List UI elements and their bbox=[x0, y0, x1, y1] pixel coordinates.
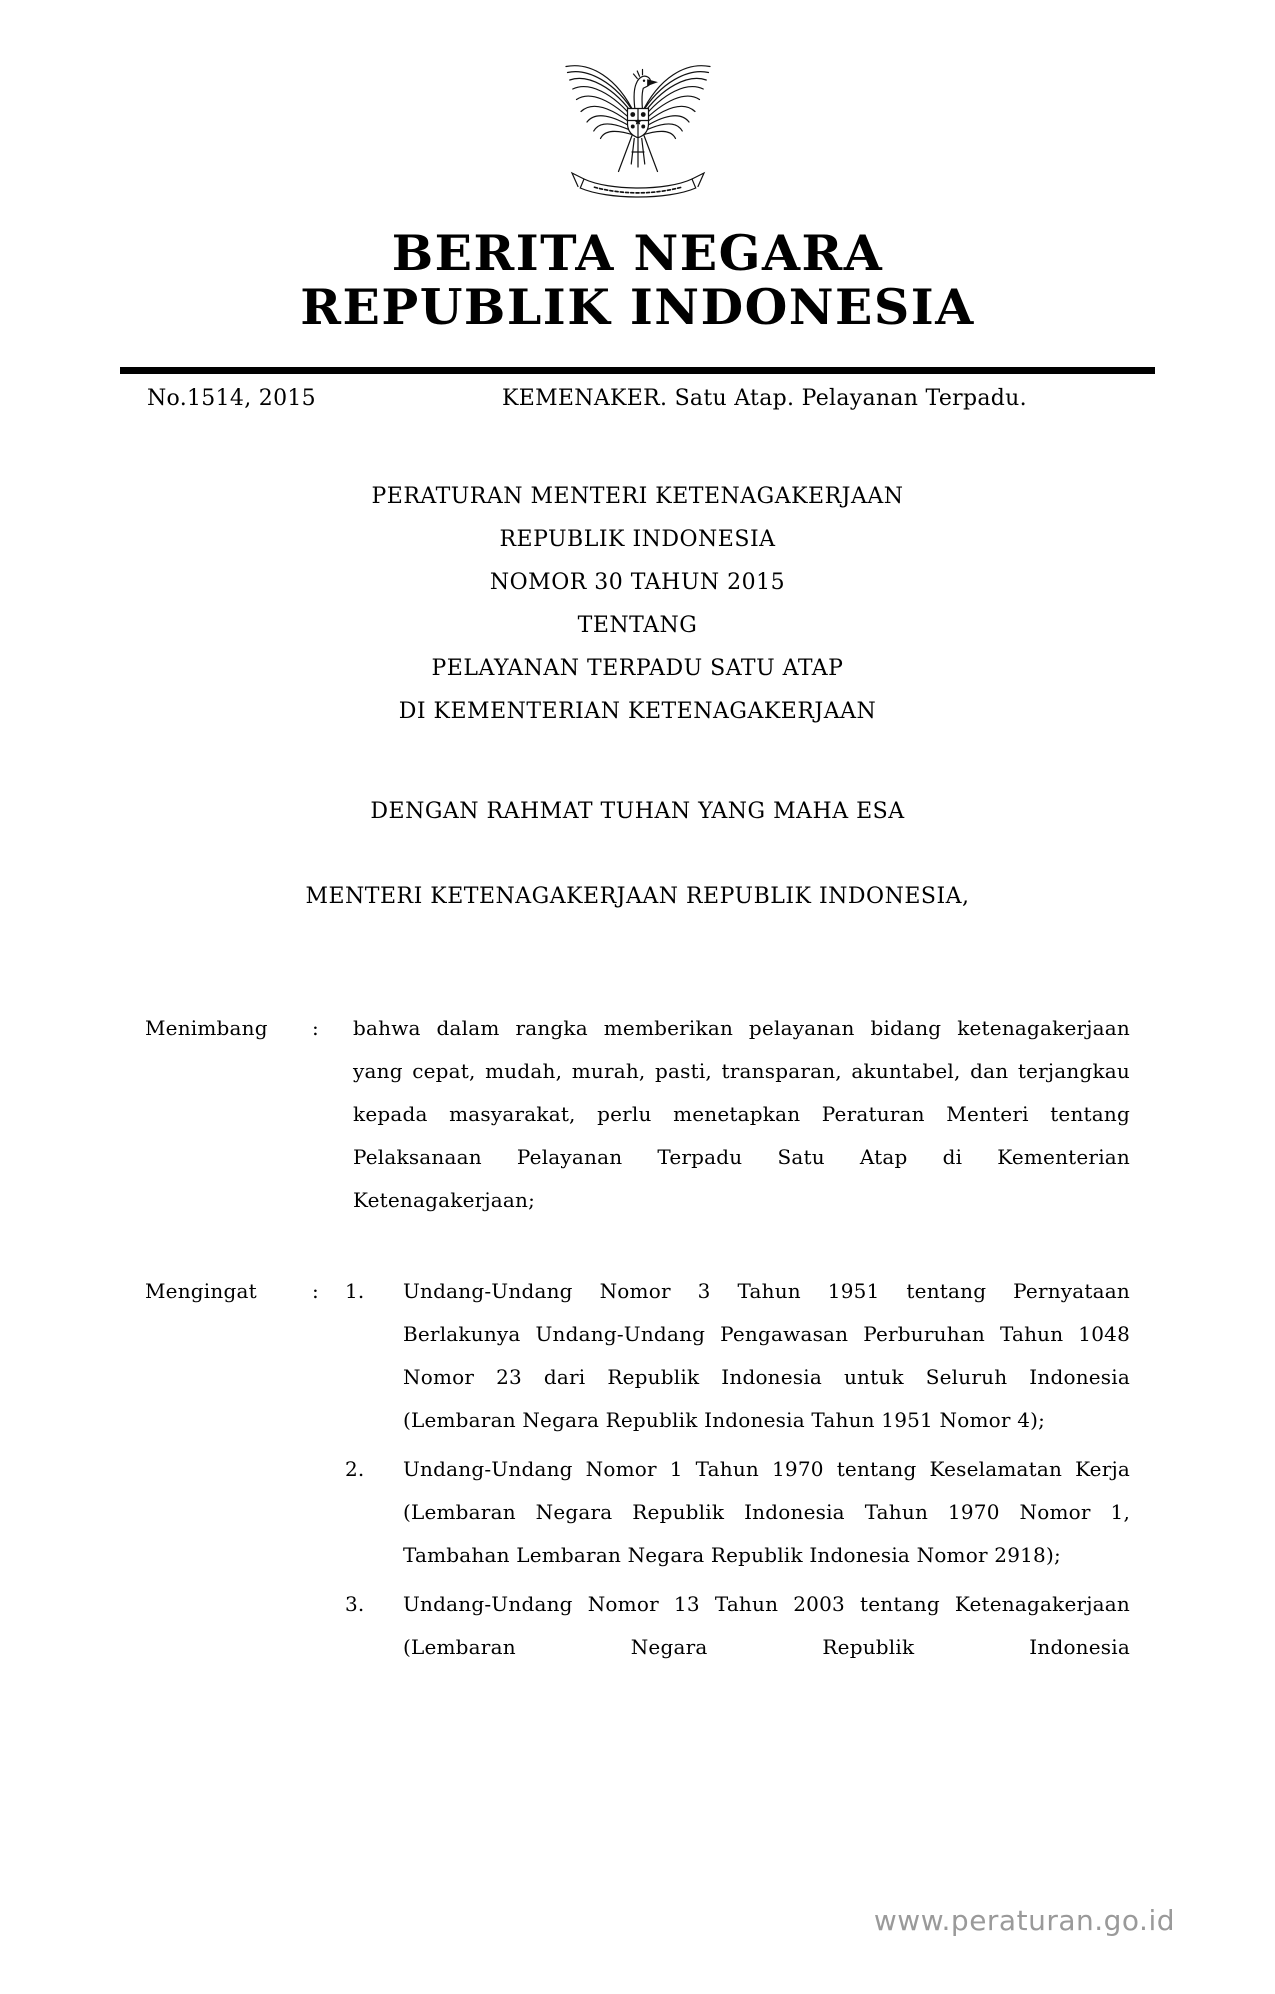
legal-basis-label: Mengingat bbox=[145, 1278, 257, 1303]
considerations-text: bahwa dalam rangka memberikan pelayanan bidang ketenagakerjaan yang cepat, mudah, murah, pasti, transparan, akuntabel, dan terjangkau kepada masyarakat, perlu menetapkan Peraturan Menteri tentang Pelaksanaan Pelayanan Terpadu Satu Atap di Kementerian Ketenagakerjaan; bbox=[353, 1015, 1130, 1212]
authority-line: MENTERI KETENAGAKERJAAN REPUBLIK INDONESIA, bbox=[305, 883, 970, 909]
legal-basis-colon: : bbox=[312, 1278, 319, 1303]
legal-basis-item-text: Undang-Undang Nomor 3 Tahun 1951 tentang Pernyataan Berlakunya Undang-Undang Pengawasan Perburuhan Tahun 1048 Nomor 23 dari Republik Indonesia untuk Seluruh Indonesia (Lembaran Negara Republik Indonesia Tahun 1951 Nomor 4); bbox=[403, 1278, 1130, 1432]
legal-basis-item-number: 3. bbox=[345, 1591, 365, 1616]
regulation-title-block bbox=[145, 475, 1130, 733]
legal-basis-item-number: 2. bbox=[345, 1456, 365, 1481]
issue-number: No.1514, 2015 bbox=[147, 385, 316, 411]
footer-watermark-url: www.peraturan.go.id bbox=[873, 1904, 1175, 1937]
invocation-line: DENGAN RAHMAT TUHAN YANG MAHA ESA bbox=[370, 798, 905, 824]
considerations-label: Menimbang bbox=[145, 1015, 268, 1040]
issue-row bbox=[147, 384, 1130, 414]
regulation-title-line: NOMOR 30 TAHUN 2015 bbox=[489, 569, 786, 595]
subject-line: KEMENAKER. Satu Atap. Pelayanan Terpadu. bbox=[502, 385, 1027, 411]
masthead-divider-rule bbox=[120, 367, 1155, 374]
masthead-title bbox=[0, 226, 1275, 334]
legal-basis-item bbox=[345, 1583, 1130, 1669]
regulation-title-line: DI KEMENTERIAN KETENAGAKERJAAN bbox=[398, 698, 877, 724]
regulation-title-line: PERATURAN MENTERI KETENAGAKERJAAN bbox=[371, 483, 904, 509]
legal-basis-item-text: Undang-Undang Nomor 13 Tahun 2003 tentang Ketenagakerjaan (Lembaran Negara Republik Indonesia bbox=[403, 1591, 1130, 1659]
regulation-title-line: TENTANG bbox=[577, 612, 698, 638]
legal-basis-section bbox=[145, 1270, 1130, 1675]
garuda-pancasila-emblem-icon bbox=[563, 44, 713, 212]
legal-basis-item-number: 1. bbox=[345, 1278, 365, 1303]
legal-basis-list bbox=[345, 1270, 1130, 1675]
legal-basis-item-text: Undang-Undang Nomor 1 Tahun 1970 tentang Keselamatan Kerja (Lembaran Negara Republik Indonesia Tahun 1970 Nomor 1, Tambahan Lembaran Negara Republik Indonesia Nomor 2918); bbox=[403, 1456, 1130, 1567]
legal-basis-item bbox=[345, 1448, 1130, 1577]
regulation-title-line: REPUBLIK INDONESIA bbox=[499, 526, 776, 552]
legal-basis-item bbox=[345, 1270, 1130, 1442]
considerations-section bbox=[145, 1007, 1130, 1222]
masthead-title-line2: REPUBLIK INDONESIA bbox=[300, 278, 975, 336]
regulation-title-line: PELAYANAN TERPADU SATU ATAP bbox=[431, 655, 844, 681]
masthead-title-line1: BERITA NEGARA bbox=[391, 224, 884, 282]
considerations-colon: : bbox=[312, 1015, 319, 1040]
